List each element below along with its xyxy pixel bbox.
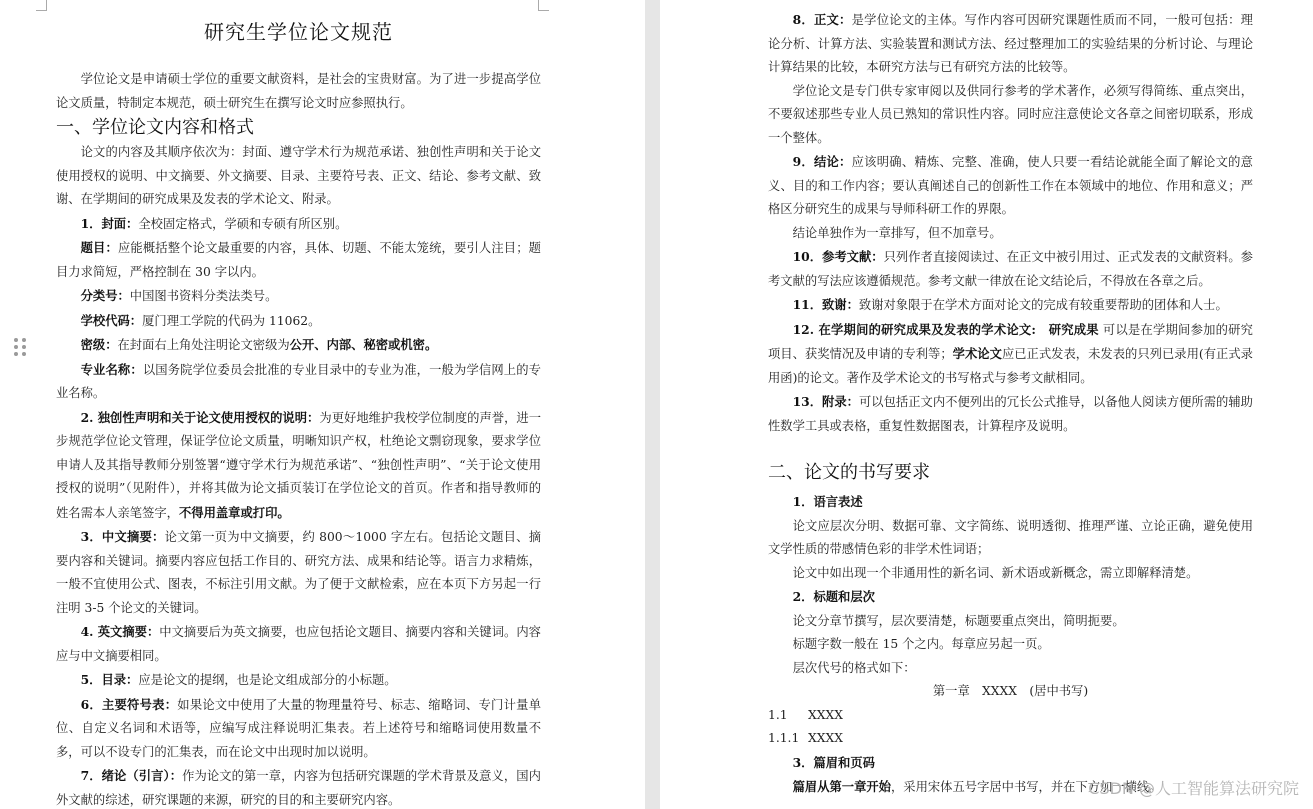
item-label: 5．目录： — [80, 672, 139, 687]
item-label: 9．结论： — [792, 154, 852, 169]
item-label: 8．正文： — [792, 12, 852, 27]
level-example-1 — [768, 704, 1253, 728]
item-bold-text: 学术论文 — [952, 346, 1002, 361]
headings-paragraph-3: 层次代号的格式如下： — [792, 660, 916, 675]
language-paragraph-1: 论文应层次分明、数据可靠、文字简练、说明透彻、推理严谨、立论正确，避免使用文学性质的带感情色彩的非学术性词语； — [768, 518, 1253, 556]
subheading-label: 3．篇眉和页码 — [792, 754, 875, 770]
item-classification — [56, 284, 541, 309]
item-topic — [56, 236, 541, 284]
item-conclusion — [768, 150, 1253, 222]
item-text: 中国图书资料分类法类号。 — [129, 289, 278, 303]
item-label: 学校代码： — [80, 312, 143, 328]
item-text: 应已正式发表，未发表的只列已录用(有正式录用函)的论文。著作及学术论文的书写格式与参考文献相同。 — [768, 347, 1253, 385]
section-heading-1: 一、学位论文内容和格式 — [56, 117, 254, 138]
subheading-language — [768, 490, 1253, 515]
item-research-results — [768, 318, 1253, 391]
item-label: 1．封面： — [80, 215, 139, 231]
item-cover — [56, 212, 541, 237]
item-originality — [56, 406, 541, 526]
item-bold-text: 公开、内部、秘密或机密。 — [289, 337, 438, 352]
intro-paragraph: 学位论文是申请硕士学位的重要文献资料，是社会的宝贵财富。为了进一步提高学位论文质量，特制定本规范，硕士研究生在撰写论文时应参照执行。 — [56, 72, 541, 110]
margin-corner-mark — [36, 0, 47, 11]
item-school-code — [56, 309, 541, 334]
item-text: 应是论文的提纲，也是论文组成部分的小标题。 — [138, 673, 397, 687]
document-page-right — [660, 0, 1313, 809]
item-text: ，采用宋体五号字居中书写，并在下方加一横线。 — [890, 780, 1162, 794]
item-chinese-abstract — [56, 525, 541, 620]
level-text: XXXX — [808, 707, 844, 722]
section1-paragraph: 论文的内容及其顺序依次为：封面、遵守学术行为规范承诺、独创性声明和关于论文使用授权的说明、中文摘要、外文摘要、目录、主要符号表、正文、结论、参考文献、致谢、在学期间的研究成果及发表的学术论文、附录。 — [56, 145, 541, 206]
item-text: 为更好地维护我校学位制度的声誉，进一步规范学位论文管理，保证学位论文质量，明晰知识产权，杜绝论文剽窃现象，要求学位申请人及其指导教师分别签署“遵守学术行为规范承诺”、“独创性声明”、“关于论文使用授权的说明”（见附件），并将其做为论文插页装订在学位论文的首页。作者和指导教师的姓名需本人亲笔签字， — [56, 410, 541, 520]
item-text: 在封面右上角处注明论文密级为 — [117, 338, 290, 352]
subheading-label: 1．语言表述 — [792, 494, 863, 509]
headings-paragraph-1: 论文分章节撰写，层次要清楚，标题要重点突出，简明扼要。 — [792, 613, 1125, 628]
item-bold-text: 研究成果 — [1048, 321, 1099, 337]
item-main-body — [768, 8, 1253, 80]
item-acknowledgement — [768, 293, 1253, 318]
conclusion-paragraph-2: 结论单独作为一章排写，但不加章号。 — [792, 225, 1002, 240]
item-english-abstract — [56, 620, 541, 668]
level-text: XXXX — [808, 731, 844, 745]
drag-handle-icon[interactable] — [14, 338, 26, 358]
language-paragraph-2: 论文中如出现一个非通用性的新名词、新术语或新概念，需立即解释清楚。 — [792, 565, 1199, 580]
item-references — [768, 245, 1253, 293]
item-label: 4. 英文摘要： — [80, 624, 160, 639]
item-text: 可以是在学期间参加的研究项目、获奖情况及申请的专利等； — [768, 322, 1253, 361]
item-secrecy — [56, 333, 541, 358]
item-label: 10．参考文献： — [792, 249, 884, 264]
item-text: 只列作者直接阅读过、在正文中被引用过、正式发表的文献资料。参考文献的写法应该遵循规范。参考文献一律放在论文结论后，不得放在各章之后。 — [768, 250, 1253, 288]
item-label: 分类号： — [80, 288, 130, 303]
main-body-paragraph-2: 学位论文是专门供专家审阅以及供同行参考的学术著作，必须写得简练、重点突出，不要叙述那些专业人员已熟知的常识性内容。同时应注意使论文各章之间密切联系，形成一个整体。 — [768, 83, 1253, 145]
item-label: 7．绪论（引言）： — [80, 768, 183, 783]
item-text: 是学位论文的主体。写作内容可因研究课题性质而不同，一般可包括：理论分析、计算方法、实验装置和测试方法、经过整理加工的实验结果的分析讨论、与理论计算结果的比较，本研究方法与已有研究方法的比较等。 — [768, 13, 1253, 74]
chapter-format-example: 第一章 XXXX (居中书写) — [932, 684, 1089, 698]
item-text: 全校固定格式，学硕和专硕有所区别。 — [138, 216, 348, 231]
item-label: 13．附录： — [792, 394, 859, 409]
document-title: 研究生学位论文规范 — [204, 20, 393, 44]
subheading-header-pagenum — [768, 751, 1253, 776]
item-major — [56, 358, 541, 406]
item-appendix — [768, 390, 1253, 438]
item-text: 应该明确、精炼、完整、准确，使人只要一看结论就能全面了解论文的意义、目的和工作内容；要认真阐述自己的创新性工作在本领域中的地位、作用和意义；严格区分研究生的成果与导师科研工作的界限。 — [768, 155, 1253, 216]
section-heading-2: 二、论文的书写要求 — [768, 462, 930, 483]
item-toc — [56, 668, 541, 693]
item-symbols — [56, 693, 541, 765]
item-text: 厦门理工学院的代码为 11062。 — [142, 313, 321, 328]
item-text: 可以包括正文内不便列出的冗长公式推导，以备他人阅读方便所需的辅助性数学工具或表格，重复性数据图表，计算程序及说明。 — [768, 395, 1253, 433]
item-label: 专业名称： — [80, 361, 143, 377]
item-text: 中文摘要后为英文摘要，也应包括论文题目、摘要内容和关键词。内容应与中文摘要相同。 — [56, 625, 541, 663]
item-text: 致谢对象限于在学术方面对论文的完成有较重要帮助的团体和人士。 — [858, 298, 1228, 312]
level-number: 1.1 — [768, 707, 788, 722]
subheading-label: 2．标题和层次 — [792, 589, 875, 604]
item-label: 密级： — [80, 337, 118, 352]
document-page-left — [0, 0, 645, 809]
item-text: 应能概括整个论文最重要的内容，具体、切题、不能太笼统，要引人注目；题目力求简短，严格控制在 30 字以内。 — [56, 241, 541, 279]
item-bold-text: 不得用盖章或打印。 — [178, 504, 290, 520]
item-label: 12. 在学期间的研究成果及发表的学术论文: — [792, 321, 1036, 337]
margin-corner-mark — [538, 0, 549, 11]
item-text: 如果论文中使用了大量的物理量符号、标志、缩略词、专门计量单位、自定义名词和术语等，应编写成注释说明汇集表。若上述符号和缩略词使用数量不多，可以不设专门的汇集表，而在论文中出现时加以说明。 — [56, 697, 541, 759]
item-label: 2. 独创性声明和关于论文使用授权的说明： — [80, 409, 320, 425]
item-text: 论文第一页为中文摘要，约 800～1000 字左右。包括论文题目、摘要内容和关键词。摘要内容应包括工作目的、研究方法、成果和结论等。语言力求精炼，一般不宜使用公式、图表，不标注引用文献。为了便于文献检索，应在本页下方另起一行注明 3-5 个论文的关键词。 — [56, 530, 541, 615]
subheading-headings — [768, 585, 1253, 610]
item-label: 6．主要符号表： — [80, 696, 178, 712]
item-bold-text: 篇眉从第一章开始 — [792, 779, 891, 794]
item-label: 题目： — [80, 240, 118, 255]
item-label: 11．致谢： — [792, 297, 859, 312]
item-label: 3．中文摘要： — [80, 529, 165, 544]
headings-paragraph-2: 标题字数一般在 15 个之内。每章应另起一页。 — [792, 637, 1050, 651]
level-example-2 — [768, 727, 1253, 751]
watermark-text: CSDN @人工智能算法研究院 — [1088, 779, 1299, 798]
item-introduction — [56, 764, 541, 809]
item-text: 作为论文的第一章，内容为包括研究课题的学术背景及意义，国内外文献的综述，研究课题的来源，研究的目的和主要研究内容。 — [56, 769, 541, 807]
level-number: 1.1.1 — [768, 731, 800, 745]
item-text: 以国务院学位委员会批准的专业目录中的专业为准，一般为学信网上的专业名称。 — [56, 362, 541, 400]
